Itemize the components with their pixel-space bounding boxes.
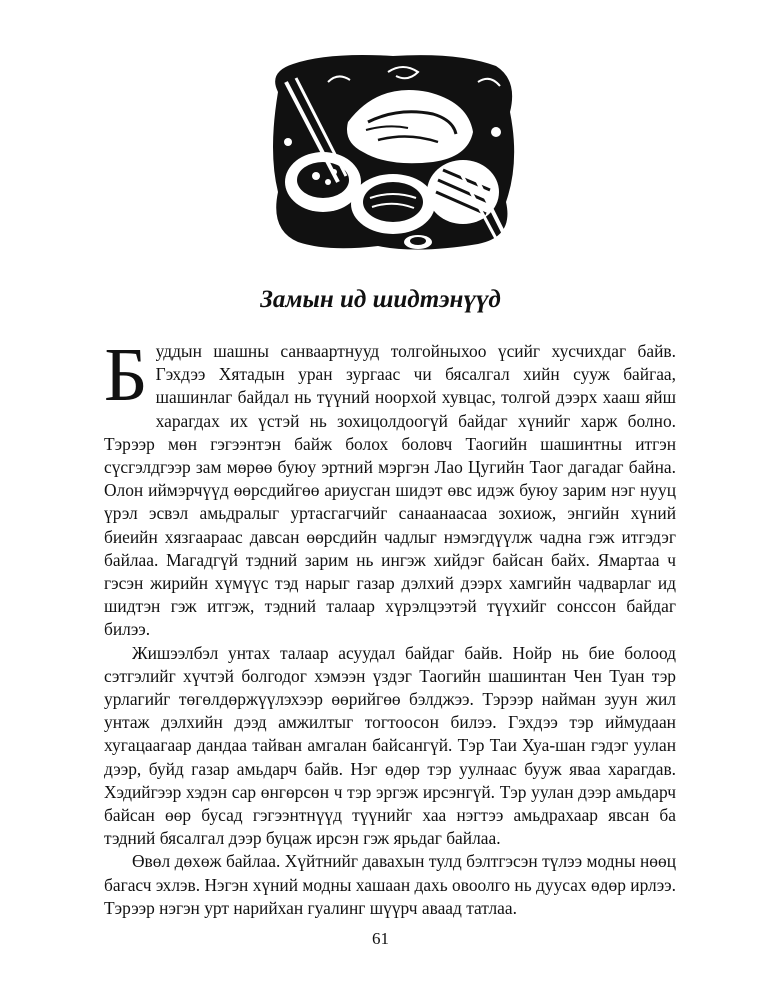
paragraph-3: Өвөл дөхөж байлаа. Хүйтнийг давахын тулд бэлтгэсэн түлээ модны нөөц багасч эхлэв. Нэгэн хүний модны хашаан дахь овоолго нь дуусах өдөр ирлээ. Тэрээр нэгэн урт нарийхан гуалинг шүүрч аваад татлаа. [104,851,676,918]
body-text [104,333,676,920]
page-number: 61 [372,929,389,948]
food-illustration [268,52,518,252]
paragraph-1-text: уддын шашны санваартнууд толгойныхоо үсийг хусчихдаг байв. Гэхдээ Хятадын уран зургаас чи бясалгал хийн сууж байгаа, шашинлаг байдал нь түүний ноорхой хувцас, толгой дээрх хааш яйш харагдах их үстэй нь зохицолдоогүй байдаг хүнийг харж болно. Тэрээр мөн гэгээнтэн байж болох боловч Таогийн шашинтны итгэн сүсгэлдгээр зам мөрөө буюу эртний мэргэн Лао Цугийн Таог дагадаг байна. Олон иймэрчүүд өөрсдийгөө ариусган шидэт өвс идэж буюу зарим нэг нууц үрэл эсвэл амьдралыг уртасгагчийг санаанаасаа зохиож, энгийн хүний биеийн хязгаараас давсан өөрсдийн чадлыг нэмэгдүүлж чадна гэж итгэдэг байлаа. Магадгүй тэдний зарим нь ингэж хийдэг байсан байх. Ямартаа ч гэсэн жирийн хүмүүс тэд нарыг газар дэлхий дээрх хамгийн чадварлаг ид шидтэн гэж итгэж, тэдний талаар хүрэлцээтэй түүхийг сонссон байдаг билээ. [104,341,676,640]
paragraph-1 [104,333,676,642]
drop-cap: Б [104,333,148,417]
chapter-title: Замын ид шидтэнүүд [260,286,501,313]
paragraph-2: Жишээлбэл унтах талаар асуудал байдаг байв. Нойр нь бие болоод сэтгэлийг хүчтэй болгодог хэмээн үздэг Таогийн шашинтан Чен Туан тэр урлагийг төгөлдөржүүлэхээр өөрийгөө бэлджээ. Тэрээр найман зуун жил унтаж дэлхийн дээд амжилтыг тогтоосон билээ. Гэхдээ тэр иймудаан хугацаагаар дандаа тайван амгалан байсангүй. Тэр Таи Хуа-шан гэдэг уулан дээр, буйд газар амьдарч байв. Нэг өдөр тэр уулнаас бууж яваа харагдав. Хэдийгээр хэдэн сар өнгөрсөн ч тэр эргэж ирсэнгүй. Тэр уулан дээр амьдарч байсан өөр бусад гэгээнтнүүд түүнийг хаа нэгтээ амьдрахаар явсан ба тэдний бясалгал дээр буцаж ирсэн гэж ярьдаг байлаа. [104,642,676,849]
